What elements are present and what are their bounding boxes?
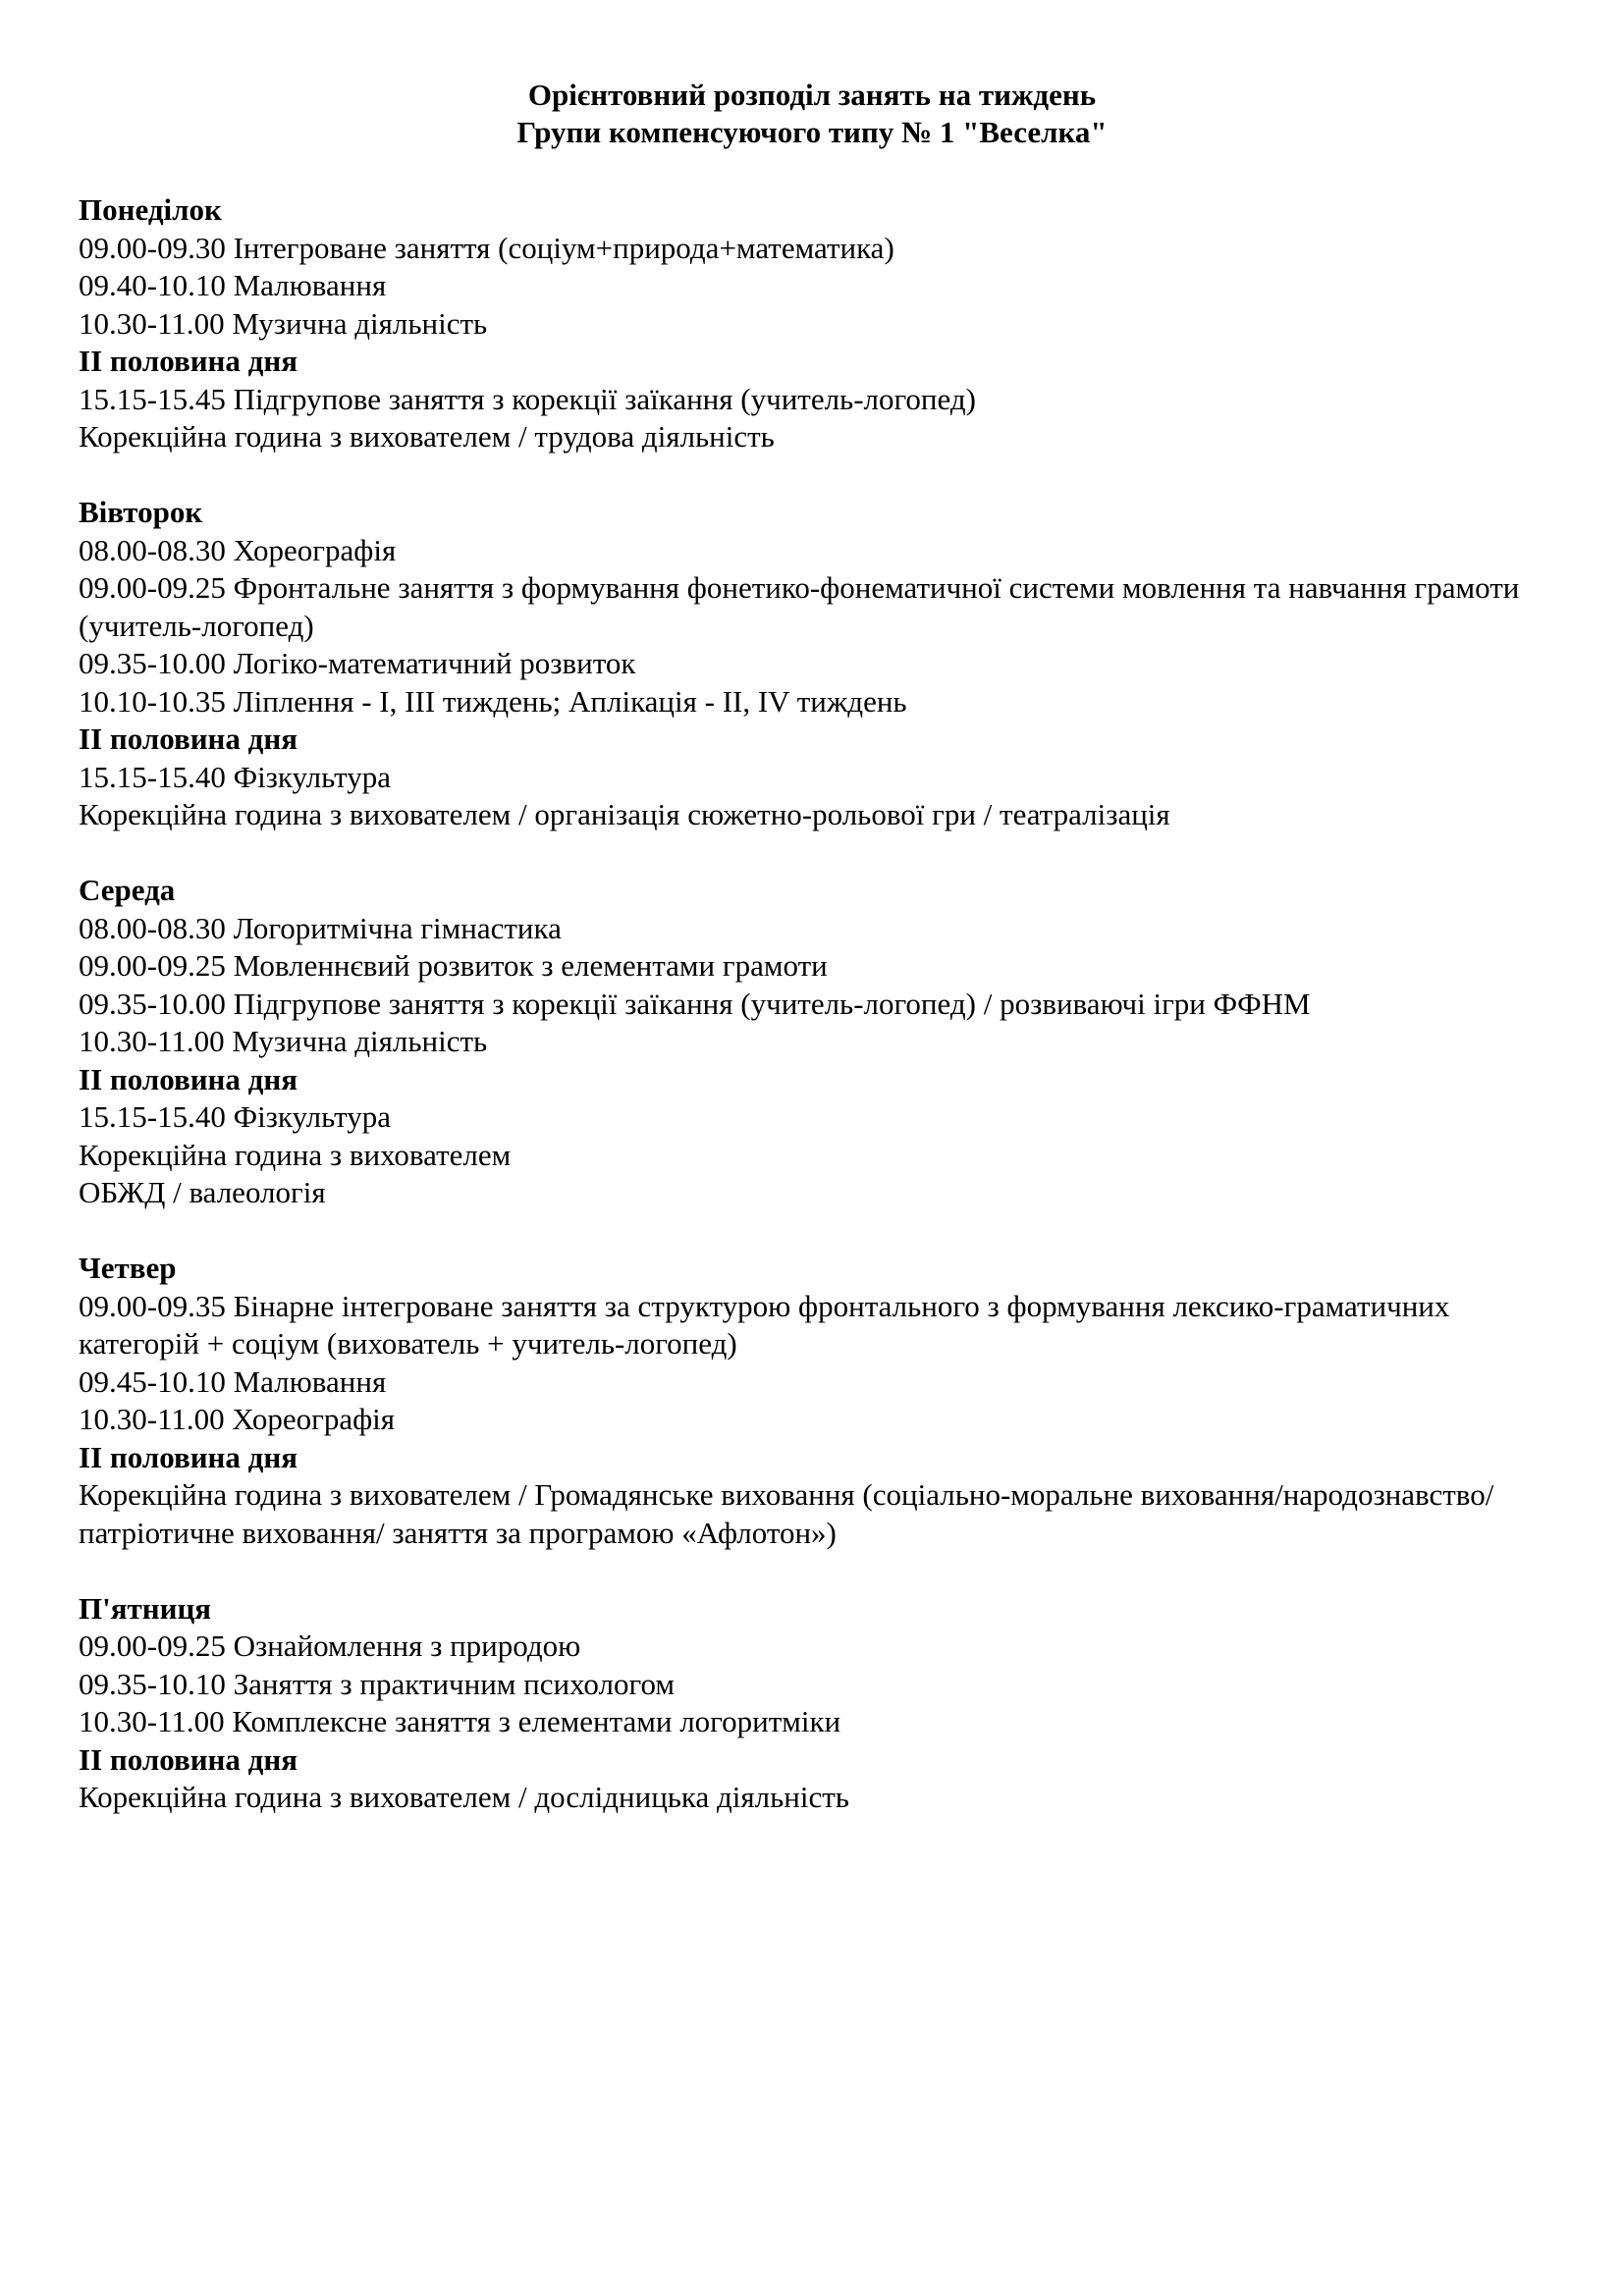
schedule-line: 09.00-09.25 Мовленнєвий розвиток з елементами грамоти bbox=[79, 948, 828, 983]
schedule-line: 09.00-09.25 Ознайомлення з природою bbox=[79, 1629, 581, 1663]
day-section-thursday bbox=[79, 1250, 1571, 1552]
schedule-line: 09.35-10.00 Підгрупове заняття з корекції заїкання (учитель-логопед) / розвиваючі ігри ФФНМ bbox=[79, 986, 1311, 1021]
schedule-line: 15.15-15.40 Фізкультура bbox=[79, 759, 392, 794]
day-title: П'ятниця bbox=[79, 1590, 212, 1626]
schedule-line: 15.15-15.40 Фізкультура bbox=[79, 1099, 392, 1134]
day-title: Середа bbox=[79, 873, 176, 907]
schedule-line: 10.30-11.00 Музична діяльність bbox=[79, 1024, 488, 1058]
schedule-line: 08.00-08.30 Логоритмічна гімнастика bbox=[79, 910, 562, 945]
day-section-tuesday bbox=[79, 494, 1571, 834]
day-title: Понеділок bbox=[79, 192, 222, 227]
document-subtitle: Групи компенсуючого типу № 1 "Веселка" bbox=[516, 115, 1108, 149]
day-section-monday bbox=[79, 191, 1571, 456]
afternoon-heading: ІІ половина дня bbox=[79, 1741, 298, 1777]
schedule-line: 10.30-11.00 Музична діяльність bbox=[79, 305, 488, 341]
schedule-line: 09.00-09.25 Фронтальне заняття з формування фонетико-фонематичної системи мовлення та навчання грамоти (учитель-логопед) bbox=[79, 570, 1520, 643]
schedule-line: 09.40-10.10 Малювання bbox=[79, 268, 387, 302]
schedule-content bbox=[79, 191, 1571, 1854]
day-title: Четвер bbox=[79, 1251, 177, 1285]
afternoon-heading: ІІ половина дня bbox=[79, 1061, 298, 1096]
schedule-line: 09.35-10.00 Логіко-математичний розвиток bbox=[79, 646, 636, 680]
schedule-line: 09.35-10.10 Заняття з практичним психологом bbox=[79, 1666, 675, 1701]
schedule-line: Корекційна година з вихователем / Громадянське виховання (соціально-моральне виховання/народознавство/патріотичне виховання/ заняття за програмою «Афлотон») bbox=[79, 1477, 1494, 1550]
schedule-line: Корекційна година з вихователем / трудова діяльність bbox=[79, 419, 775, 454]
schedule-line: Корекційна година з вихователем / дослідницька діяльність bbox=[79, 1780, 849, 1814]
schedule-line: 10.10-10.35 Ліплення - І, ІІІ тиждень; Аплікація - ІІ, IV тиждень bbox=[79, 683, 907, 719]
schedule-line: 09.45-10.10 Малювання bbox=[79, 1363, 387, 1399]
afternoon-heading: ІІ половина дня bbox=[79, 1439, 298, 1474]
day-title: Вівторок bbox=[79, 495, 203, 529]
schedule-line: Корекційна година з вихователем bbox=[79, 1137, 512, 1172]
schedule-line: 09.00-09.30 Інтегроване заняття (соціум+природа+математика) bbox=[79, 230, 894, 265]
afternoon-heading: ІІ половина дня bbox=[79, 344, 298, 378]
document-title: Орієнтовний розподіл занять на тиждень bbox=[527, 78, 1097, 112]
day-section-friday bbox=[79, 1590, 1571, 1817]
document-header bbox=[0, 77, 1624, 151]
schedule-line: 08.00-08.30 Хореографія bbox=[79, 532, 397, 567]
schedule-line: 09.00-09.35 Бінарне інтегроване заняття за структурою фронтального з формування лексико-граматичних категорій + соціум (вихователь + учитель-логопед) bbox=[79, 1288, 1450, 1361]
schedule-line: 10.30-11.00 Комплексне заняття з елементами логоритміки bbox=[79, 1704, 841, 1738]
schedule-line: ОБЖД / валеологія bbox=[79, 1175, 326, 1209]
day-section-wednesday bbox=[79, 872, 1571, 1212]
schedule-line: 10.30-11.00 Хореографія bbox=[79, 1402, 396, 1436]
schedule-line: Корекційна година з вихователем / організація сюжетно-рольової гри / театралізація bbox=[79, 797, 1170, 831]
schedule-line: 15.15-15.45 Підгрупове заняття з корекції заїкання (учитель-логопед) bbox=[79, 381, 976, 416]
afternoon-heading: ІІ половина дня bbox=[79, 721, 298, 756]
